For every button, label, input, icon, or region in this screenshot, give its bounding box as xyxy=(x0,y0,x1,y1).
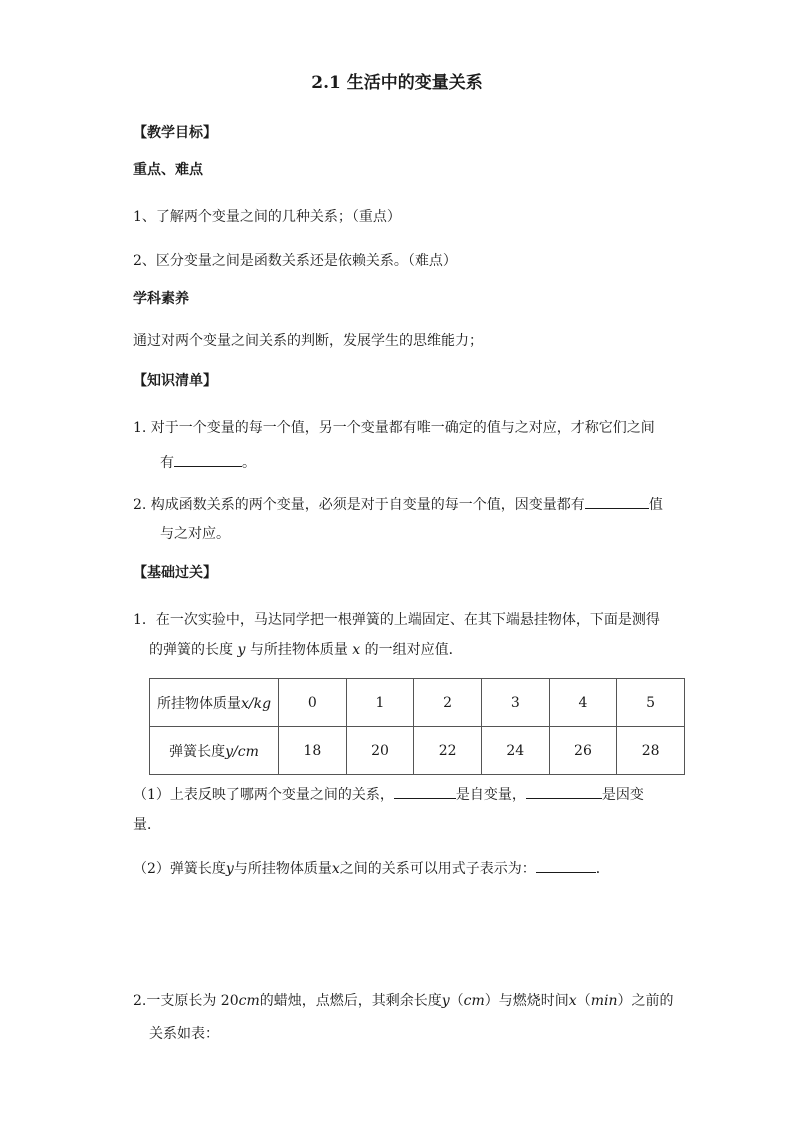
knowledge-1-text: 有 xyxy=(160,455,174,471)
q2-paren-1: （ xyxy=(449,993,464,1009)
q2-text-f: ）之前的 xyxy=(617,993,674,1009)
q1-var-x: x xyxy=(352,642,361,658)
section-knowledge: 【知识清单】 xyxy=(133,373,217,389)
knowledge-2-text: 2. 构成函数关系的两个变量，必须是对于自变量的每一个值，因变量都有 xyxy=(133,497,585,513)
question-1-line2 xyxy=(149,640,463,660)
knowledge-item-2-line1 xyxy=(133,494,663,515)
table-row1-header xyxy=(150,679,279,727)
q2-text-a: 2.一支原长为 20 xyxy=(133,993,239,1009)
table-cell: 5 xyxy=(617,679,685,727)
q2-text-b: 的蜡烛，点燃后，其剩余长度 xyxy=(259,993,442,1009)
table-row xyxy=(150,679,685,727)
knowledge-item-1-line2 xyxy=(160,452,256,473)
table-row2-header xyxy=(150,727,279,775)
table-row xyxy=(150,727,685,775)
knowledge-2-blank[interactable] xyxy=(585,494,649,509)
q1-text-c: 的一组对应值． xyxy=(364,642,463,658)
table-cell: 26 xyxy=(549,727,617,775)
table-cell: 1 xyxy=(346,679,414,727)
sub2-text-b: 与所挂物体质量 xyxy=(233,861,332,877)
table-cell: 4 xyxy=(549,679,617,727)
sub2-end: ． xyxy=(595,861,610,877)
row2-unit: y/cm xyxy=(225,743,259,760)
section-basics: 【基础过关】 xyxy=(133,565,217,581)
literacy-text: 通过对两个变量之间关系的判断，发展学生的思维能力； xyxy=(133,333,483,349)
row1-label: 所挂物体质量 xyxy=(156,695,241,712)
sub1-text-c: 是因变 xyxy=(601,787,644,803)
q2-paren-2: （ xyxy=(576,993,591,1009)
question-1-sub2 xyxy=(133,858,610,879)
knowledge-2-tail: 值 xyxy=(648,497,663,513)
sub2-blank[interactable] xyxy=(536,858,596,873)
key-points-heading: 重点、难点 xyxy=(133,162,203,178)
question-2-line1 xyxy=(133,991,673,1011)
knowledge-item-2-line2: 与之对应。 xyxy=(160,526,230,542)
knowledge-1-blank[interactable] xyxy=(174,452,242,467)
q2-text-d: ）与燃烧时间 xyxy=(484,993,569,1009)
row1-unit: x/kg xyxy=(240,695,272,712)
q1-text-a: 的弹簧的长度 xyxy=(149,642,233,658)
literacy-heading: 学科素养 xyxy=(133,291,189,307)
sub1-text-a: （1）上表反映了哪两个变量之间的关系， xyxy=(133,787,394,803)
q2-unit-min: min xyxy=(590,993,618,1009)
objective-2: 2、区分变量之间是函数关系还是依赖关系。（难点） xyxy=(133,253,457,269)
question-2-line2: 关系如表： xyxy=(149,1026,219,1042)
spring-data-table xyxy=(149,678,685,775)
sub1-text-b: 是自变量， xyxy=(455,787,526,803)
table-cell: 28 xyxy=(617,727,685,775)
section-objectives: 【教学目标】 xyxy=(133,125,217,141)
table-cell: 0 xyxy=(279,679,347,727)
page-title: 2.1 生活中的变量关系 xyxy=(311,73,483,93)
table-cell: 2 xyxy=(414,679,482,727)
table-cell: 22 xyxy=(414,727,482,775)
table-cell: 3 xyxy=(481,679,549,727)
q1-text-b: 与所挂物体质量 xyxy=(249,642,348,658)
sub2-var-x: x xyxy=(331,861,340,877)
knowledge-1-end: 。 xyxy=(242,455,256,471)
sub2-text-a: （2）弹簧长度 xyxy=(133,861,226,877)
q2-var-x: x xyxy=(568,993,577,1009)
question-1-line1: 1．在一次实验中，马达同学把一根弹簧的上端固定、在其下端悬挂物体，下面是测得 xyxy=(133,612,660,628)
row2-label: 弹簧长度 xyxy=(169,743,226,760)
objective-1: 1、了解两个变量之间的几种关系；（重点） xyxy=(133,209,401,225)
question-1-sub1-line2: 量． xyxy=(133,817,161,833)
sub1-blank-2[interactable] xyxy=(526,784,602,799)
table-cell: 24 xyxy=(481,727,549,775)
q2-unit-cm: cm xyxy=(238,993,260,1009)
knowledge-item-1-line1: 1. 对于一个变量的每一个值，另一个变量都有唯一确定的值与之对应，才称它们之间 xyxy=(133,420,655,436)
q2-var-y: y xyxy=(441,993,450,1009)
sub2-text-c: 之间的关系可以用式子表示为： xyxy=(339,861,536,877)
sub2-var-y: y xyxy=(225,861,234,877)
sub1-blank-1[interactable] xyxy=(394,784,456,799)
table-cell: 18 xyxy=(279,727,347,775)
q1-var-y: y xyxy=(237,642,246,658)
q2-unit-cm-2: cm xyxy=(463,993,485,1009)
question-1-sub1-line1 xyxy=(133,784,644,805)
table-cell: 20 xyxy=(346,727,414,775)
